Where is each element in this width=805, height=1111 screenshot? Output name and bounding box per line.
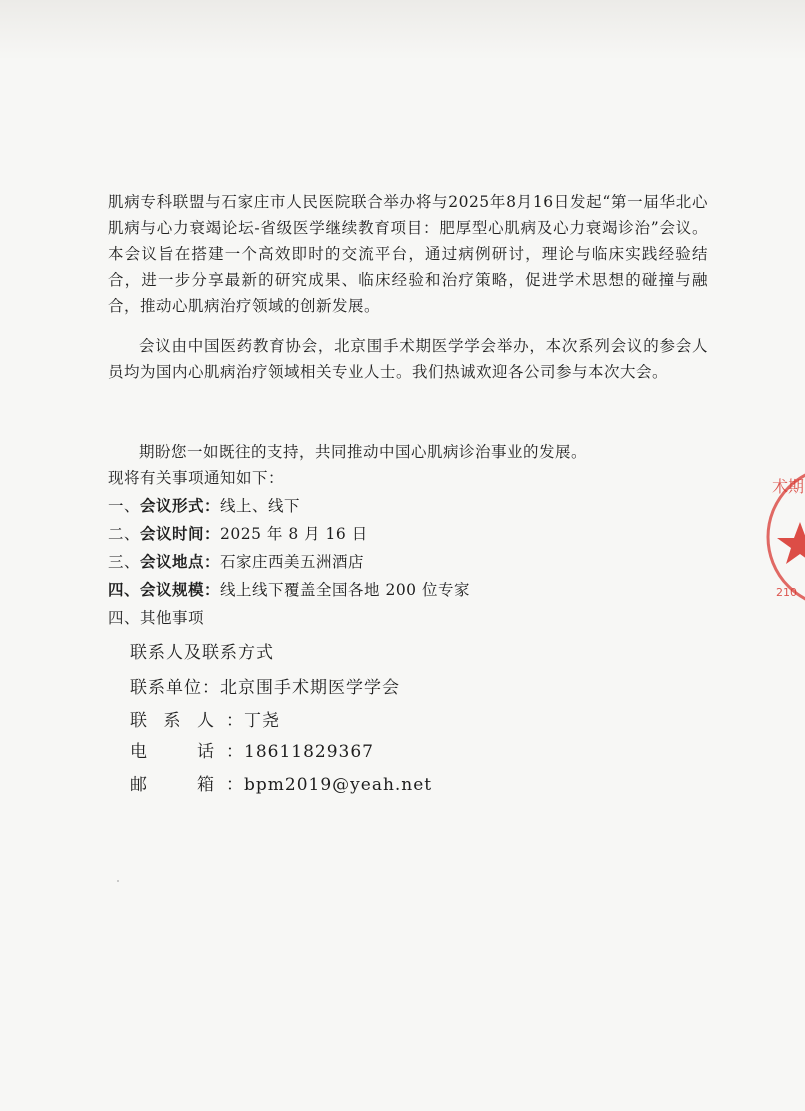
seal-number: 210	[776, 586, 797, 599]
item-prefix: 一、	[108, 497, 141, 515]
contact-phone-label	[130, 737, 214, 767]
contact-heading: 联系人及联系方式	[130, 643, 274, 663]
notice-intro: 现将有关事项通知如下：	[108, 469, 285, 487]
label-colon: ：	[226, 742, 244, 762]
item-prefix: 二、	[108, 525, 141, 543]
item-value: 线上线下覆盖全国各地 200 位专家	[220, 581, 470, 599]
item-value: 线上、线下	[220, 497, 301, 515]
item-other: 四、其他事项	[108, 609, 205, 627]
item-label: 会议时间：	[140, 524, 221, 543]
item-format	[108, 493, 300, 519]
contact-phone	[130, 737, 374, 767]
contact-person	[130, 706, 280, 736]
item-label: 会议形式：	[140, 496, 221, 515]
label-char: 箱	[197, 775, 214, 795]
label-char: 人	[197, 711, 214, 731]
label-char: 话	[197, 742, 214, 762]
label-char: 联	[130, 711, 147, 731]
item-label: 会议地点：	[140, 552, 221, 571]
contact-email	[130, 770, 432, 800]
contact-person-label	[130, 706, 214, 736]
item-value: 2025 年 8 月 16 日	[220, 525, 368, 543]
official-seal-stamp	[762, 462, 805, 612]
paragraph-closing: 期盼您一如既往的支持，共同推动中国心肌病诊治事业的发展。	[139, 443, 588, 461]
label-char: 电	[130, 742, 147, 762]
contact-email-label	[130, 770, 214, 800]
label-char: 系	[163, 711, 181, 731]
seal-star-icon	[777, 522, 805, 564]
contact-phone-value: 18611829367	[244, 742, 374, 762]
scan-speck	[117, 880, 119, 882]
item-prefix: 四、	[108, 580, 141, 599]
label-colon: ：	[226, 775, 244, 795]
contact-unit-label: 联系单位：	[130, 678, 220, 698]
contact-email-value: bpm2019@yeah.net	[244, 775, 433, 795]
paragraph-organizers: 会议由中国医药教育协会，北京围手术期医学学会举办，本次系列会议的参会人员均为国内心肌病治疗领域相关专业人士。我们热诚欢迎各公司参与本次大会。	[108, 337, 708, 381]
item-value: 石家庄西美五洲酒店	[220, 553, 365, 571]
contact-person-value: 丁尧	[244, 711, 280, 731]
seal-text: 术期	[772, 477, 805, 496]
contact-unit	[130, 673, 400, 703]
item-scale	[108, 577, 470, 603]
contact-unit-value: 北京围手术期医学学会	[220, 678, 400, 698]
label-colon: ：	[226, 711, 244, 731]
scan-edge-shade	[0, 0, 805, 60]
item-label: 会议规模：	[140, 580, 221, 599]
item-prefix: 三、	[108, 553, 141, 571]
paragraph-intro: 肌病专科联盟与石家庄市人民医院联合举办将与2025年8月16日发起“第一届华北心肌病与心力衰竭论坛-省级医学继续教育项目：肥厚型心肌病及心力衰竭诊治”会议。本会议旨在搭建一个高效即时的交流平台，通过病例研讨，理论与临床实践经验结合，进一步分享最新的研究成果、临床经验和治疗策略，促进学术思想的碰撞与融合，推动心肌病治疗领域的创新发展。	[108, 193, 708, 315]
label-char: 邮	[130, 775, 147, 795]
item-location	[108, 549, 364, 575]
item-time	[108, 521, 368, 547]
